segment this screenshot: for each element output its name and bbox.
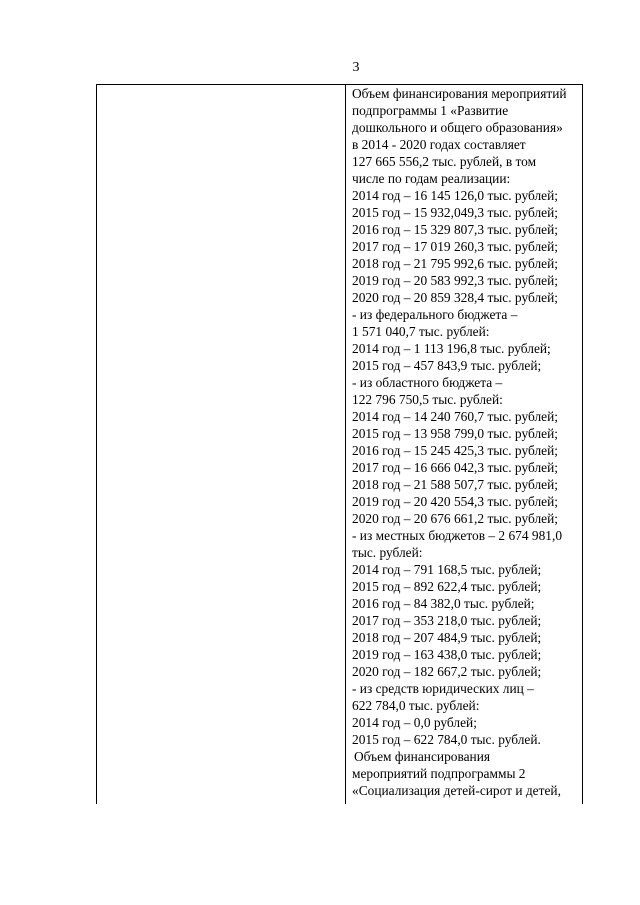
text-line: 2018 год – 21 588 507,7 тыс. рублей; xyxy=(352,477,558,492)
text-line: 2020 год – 182 667,2 тыс. рублей; xyxy=(352,664,542,679)
text-line: «Социализация детей-сирот и детей, xyxy=(352,783,561,798)
text-line: 2015 год – 892 622,4 тыс. рублей; xyxy=(352,579,542,594)
text-line: 2020 год – 20 859 328,4 тыс. рублей; xyxy=(352,290,558,305)
text-line: 2014 год – 0,0 рублей; xyxy=(352,715,477,730)
text-line: 2019 год – 20 583 992,3 тыс. рублей; xyxy=(352,273,558,288)
text-line: 2017 год – 16 666 042,3 тыс. рублей; xyxy=(352,460,558,475)
text-line: - из местных бюджетов – 2 674 981,0 xyxy=(352,528,563,543)
financing-table xyxy=(96,84,583,804)
text-line: мероприятий подпрограммы 2 xyxy=(352,766,526,781)
text-line: 2014 год – 16 145 126,0 тыс. рублей; xyxy=(352,188,558,203)
text-line: 2015 год – 622 784,0 тыс. рублей. xyxy=(352,732,541,747)
text-line: Объем финансирования мероприятий xyxy=(352,86,567,101)
text-line: 2019 год – 20 420 554,3 тыс. рублей; xyxy=(352,494,558,509)
text-line: 2015 год – 457 843,9 тыс. рублей; xyxy=(352,358,542,373)
table-right-cell xyxy=(346,85,582,804)
text-line: дошкольного и общего образования» xyxy=(352,120,563,135)
text-line: 2019 год – 163 438,0 тыс. рублей; xyxy=(352,647,542,662)
text-line: 2015 год – 13 958 799,0 тыс. рублей; xyxy=(352,426,558,441)
text-line: 2018 год – 207 484,9 тыс. рублей; xyxy=(352,630,542,645)
text-line: - из федерального бюджета – xyxy=(352,307,518,322)
text-line: 2015 год – 15 932,049,3 тыс. рублей; xyxy=(352,205,558,220)
page-number: 3 xyxy=(352,60,360,75)
text-line: 622 784,0 тыс. рублей: xyxy=(352,698,480,713)
text-line: 2014 год – 14 240 760,7 тыс. рублей; xyxy=(352,409,558,424)
text-line: 2014 год – 1 113 196,8 тыс. рублей; xyxy=(352,341,551,356)
text-line: тыс. рублей: xyxy=(352,545,423,560)
text-line: 2017 год – 353 218,0 тыс. рублей; xyxy=(352,613,542,628)
text-line: - из средств юридических лиц – xyxy=(352,681,534,696)
text-line: 122 796 750,5 тыс. рублей: xyxy=(352,392,503,407)
text-line: 2018 год – 21 795 992,6 тыс. рублей; xyxy=(352,256,558,271)
text-line: подпрограммы 1 «Развитие xyxy=(352,103,509,118)
text-line: 2016 год – 15 329 807,3 тыс. рублей; xyxy=(352,222,558,237)
text-line: Объем финансирования xyxy=(354,749,491,764)
text-line: 1 571 040,7 тыс. рублей: xyxy=(352,324,490,339)
text-line: 2016 год – 15 245 425,3 тыс. рублей; xyxy=(352,443,558,458)
text-line: 127 665 556,2 тыс. рублей, в том xyxy=(352,154,537,169)
text-line: числе по годам реализации: xyxy=(352,171,511,186)
text-line: - из областного бюджета – xyxy=(352,375,503,390)
text-line: 2016 год – 84 382,0 тыс. рублей; xyxy=(352,596,535,611)
table-left-cell xyxy=(97,85,346,804)
text-line: 2017 год – 17 019 260,3 тыс. рублей; xyxy=(352,239,558,254)
text-line: 2014 год – 791 168,5 тыс. рублей; xyxy=(352,562,542,577)
text-line: 2020 год – 20 676 661,2 тыс. рублей; xyxy=(352,511,558,526)
text-line: в 2014 - 2020 годах составляет xyxy=(352,137,526,152)
